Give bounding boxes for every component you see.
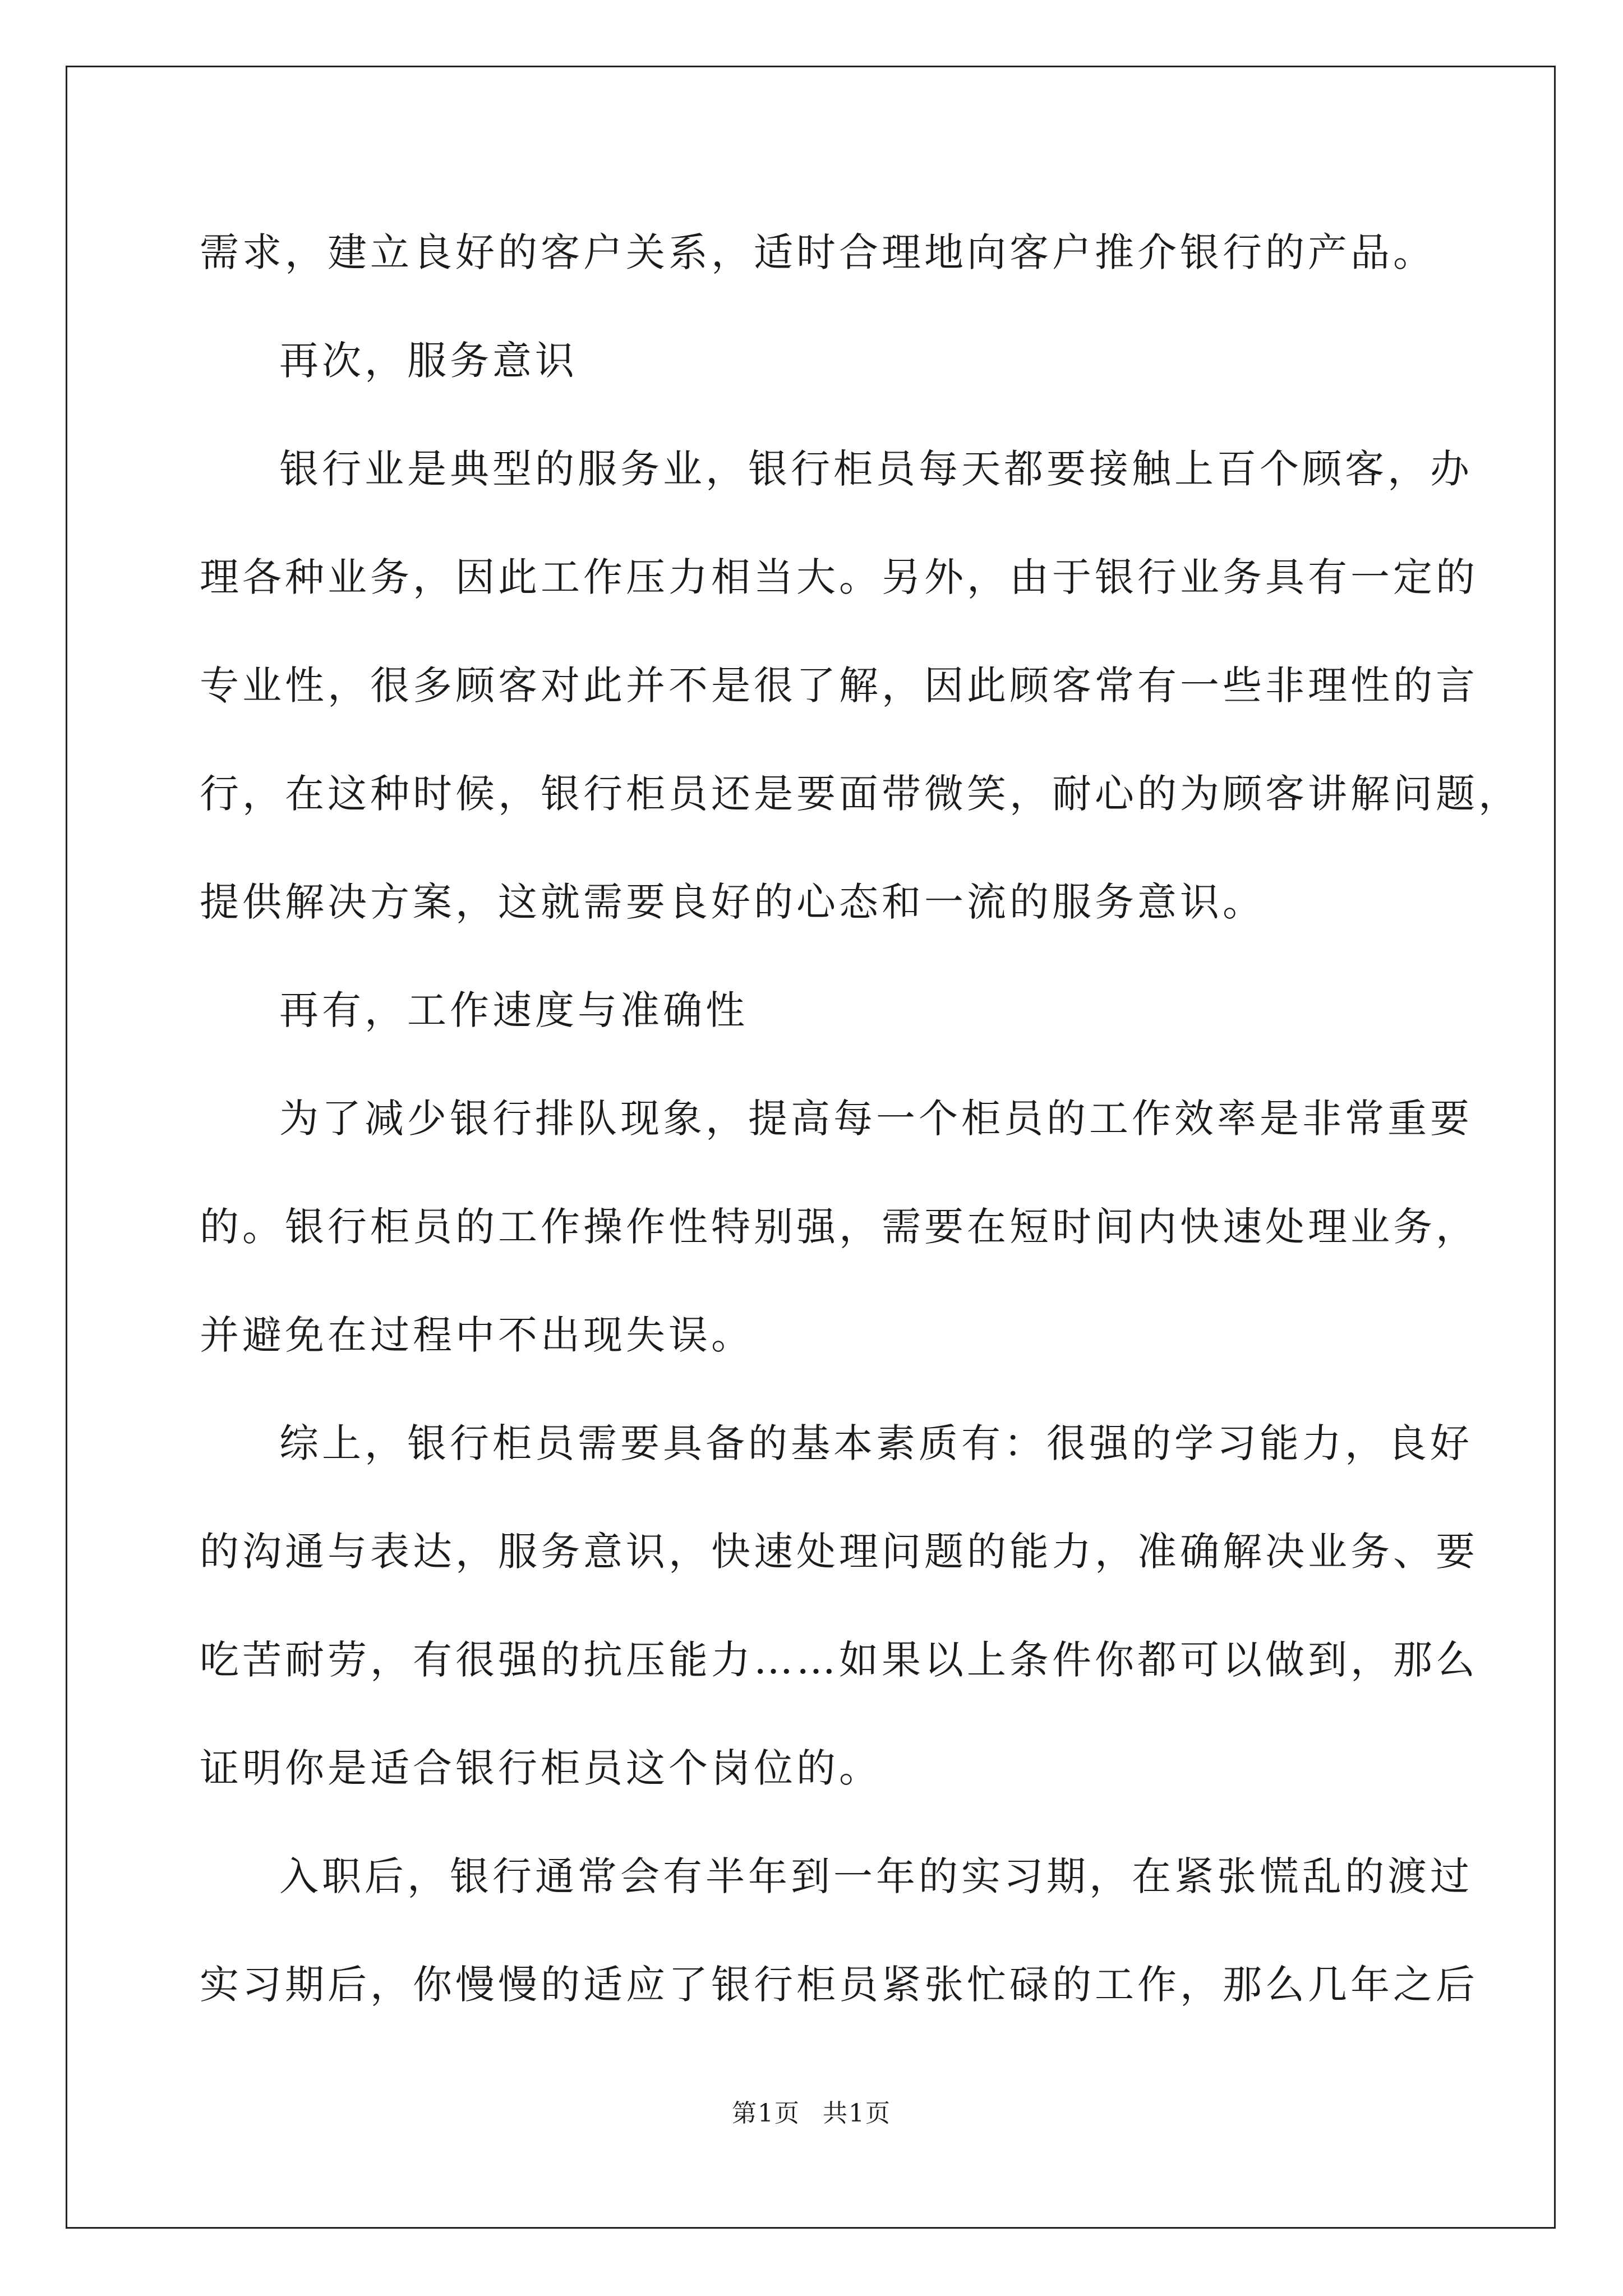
- text-line: 的沟通与表达，服务意识，快速处理问题的能力，准确解决业务、要: [200, 1529, 1478, 1575]
- text-line: 提供解决方案，这就需要良好的心态和一流的服务意识。: [200, 879, 1265, 925]
- text-line: 需求，建立良好的客户关系，适时合理地向客户推介银行的产品。: [200, 229, 1436, 275]
- page-number: 第1页: [732, 2099, 800, 2128]
- text-line: 综上，银行柜员需要具备的基本素质有：很强的学习能力，良好: [279, 1420, 1473, 1466]
- text-line: 理各种业务，因此工作压力相当大。另外，由于银行业务具有一定的: [200, 554, 1478, 600]
- text-line: 银行业是典型的服务业，银行柜员每天都要接触上百个顾客，办: [279, 446, 1473, 492]
- text-line: 为了减少银行排队现象，提高每一个柜员的工作效率是非常重要: [279, 1096, 1473, 1142]
- text-line: 并避免在过程中不出现失误。: [200, 1312, 754, 1358]
- text-line: 行，在这种时候，银行柜员还是要面带微笑，耐心的为顾客讲解问题，: [200, 771, 1521, 817]
- page-footer: [0, 2097, 1623, 2131]
- text-line: 专业性，很多顾客对此并不是很了解，因此顾客常有一些非理性的言: [200, 662, 1478, 708]
- text-line: 实习期后，你慢慢的适应了银行柜员紧张忙碌的工作，那么几年之后: [200, 1962, 1478, 2008]
- section-heading: 再次，服务意识: [279, 338, 578, 384]
- text-line: 的。银行柜员的工作操作性特别强，需要在短时间内快速处理业务，: [200, 1204, 1478, 1250]
- page-total: 共1页: [823, 2099, 891, 2128]
- text-line: 入职后，银行通常会有半年到一年的实习期，在紧张慌乱的渡过: [279, 1853, 1473, 1899]
- text-line: 吃苦耐劳，有很强的抗压能力……如果以上条件你都可以做到，那么: [200, 1637, 1478, 1683]
- text-line: 证明你是适合银行柜员这个岗位的。: [200, 1745, 882, 1791]
- section-heading: 再有，工作速度与准确性: [279, 987, 748, 1033]
